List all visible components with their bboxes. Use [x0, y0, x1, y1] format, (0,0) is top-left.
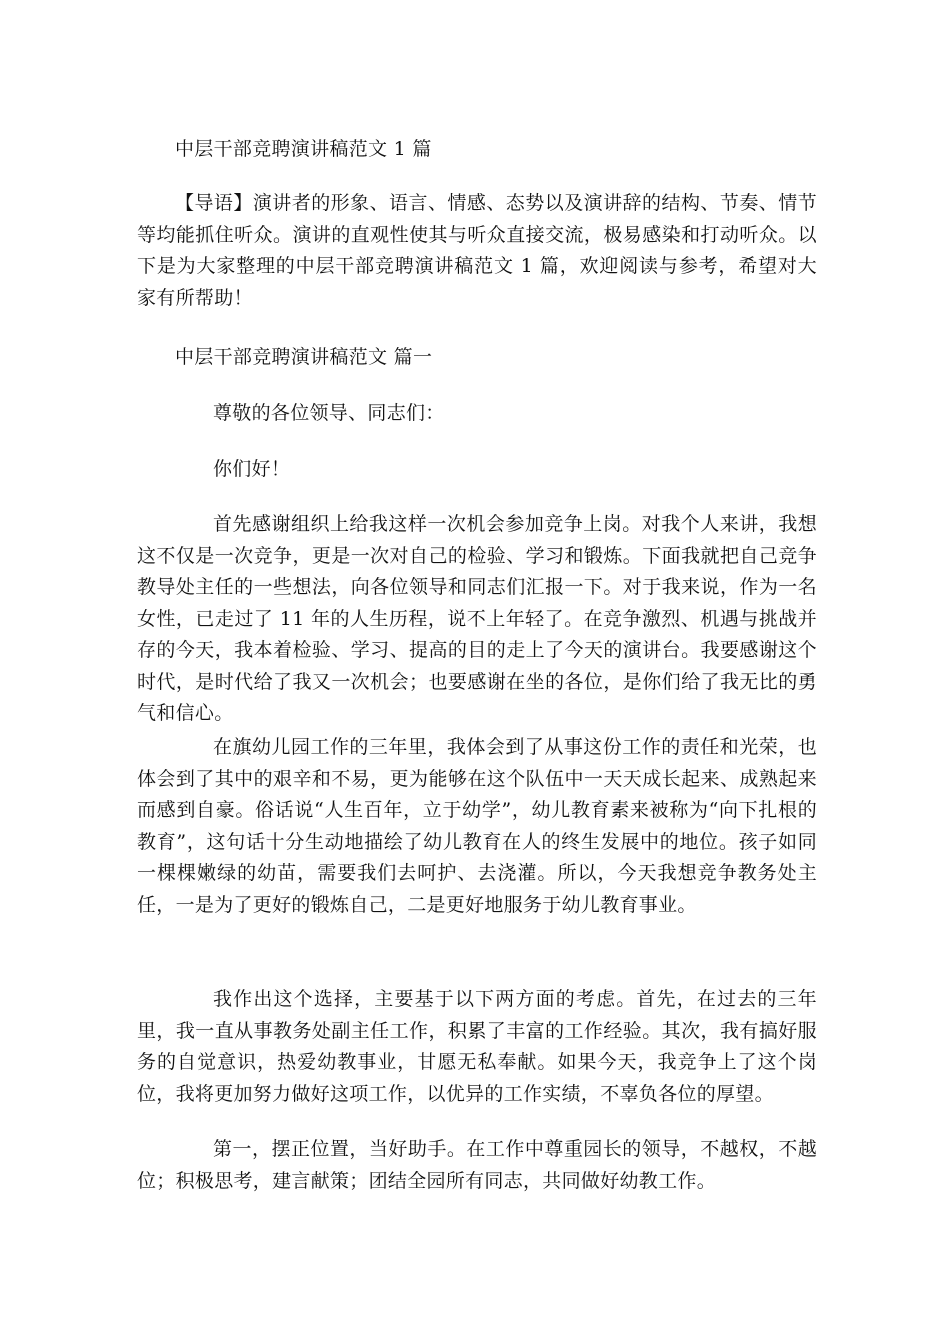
body-paragraph-2: 在旗幼儿园工作的三年里，我体会到了从事这份工作的责任和光荣，也体会到了其中的艰辛和不易，更为能够在这个队伍中一天天成长起来、成熟起来而感到自豪。俗话说“人生百年，立于幼学”，幼儿教育素来被称为“向下扎根的教育”，这句话十分生动地描绘了幼儿教育在人的终生发展中的地位。孩子如同一棵棵嫩绿的幼苗，需要我们去呵护、去浇灌。所以，今天我想竞争教务处主任，一是为了更好的锻炼自己，二是更好地服务于幼儿教育事业。 — [137, 736, 817, 916]
salutation: 尊敬的各位领导、同志们： — [213, 402, 445, 424]
document-title: 中层干部竞聘演讲稿范文 1 篇 — [175, 138, 432, 160]
body-paragraph-3: 我作出这个选择，主要基于以下两方面的考虑。首先，在过去的三年里，我一直从事教务处副主任工作，积累了丰富的工作经验。其次，我有搞好服务的自觉意识，热爱幼教事业，甘愿无私奉献。如果今天，我竞争上了这个岗位，我将更加努力做好这项工作，以优异的工作实绩，不辜负各位的厚望。 — [137, 988, 817, 1105]
section-title: 中层干部竞聘演讲稿范文 篇一 — [175, 346, 433, 368]
intro-paragraph: 【导语】演讲者的形象、语言、情感、态势以及演讲辞的结构、节奏、情节等均能抓住听众。演讲的直观性使其与听众直接交流，极易感染和打动听众。以下是为大家整理的中层干部竞聘演讲稿范文 1 篇，欢迎阅读与参考，希望对大家有所帮助！ — [137, 192, 817, 309]
greeting: 你们好！ — [213, 458, 291, 480]
body-paragraph-1: 首先感谢组织上给我这样一次机会参加竞争上岗。对我个人来讲，我想这不仅是一次竞争，更是一次对自己的检验、学习和锻炼。下面我就把自己竞争教导处主任的一些想法，向各位领导和同志们汇报一下。对于我来说，作为一名女性，已走过了 11 年的人生历程，说不上年轻了。在竞争激烈、机遇与挑战并存的今天，我本着检验、学习、提高的目的走上了今天的演讲台。我要感谢这个时代，是时代给了我又一次机会；也要感谢在坐的各位，是你们给了我无比的勇气和信心。 — [137, 513, 817, 724]
body-paragraph-4: 第一，摆正位置，当好助手。在工作中尊重园长的领导，不越权，不越位；积极思考，建言献策；团结全园所有同志，共同做好幼教工作。 — [137, 1138, 817, 1192]
